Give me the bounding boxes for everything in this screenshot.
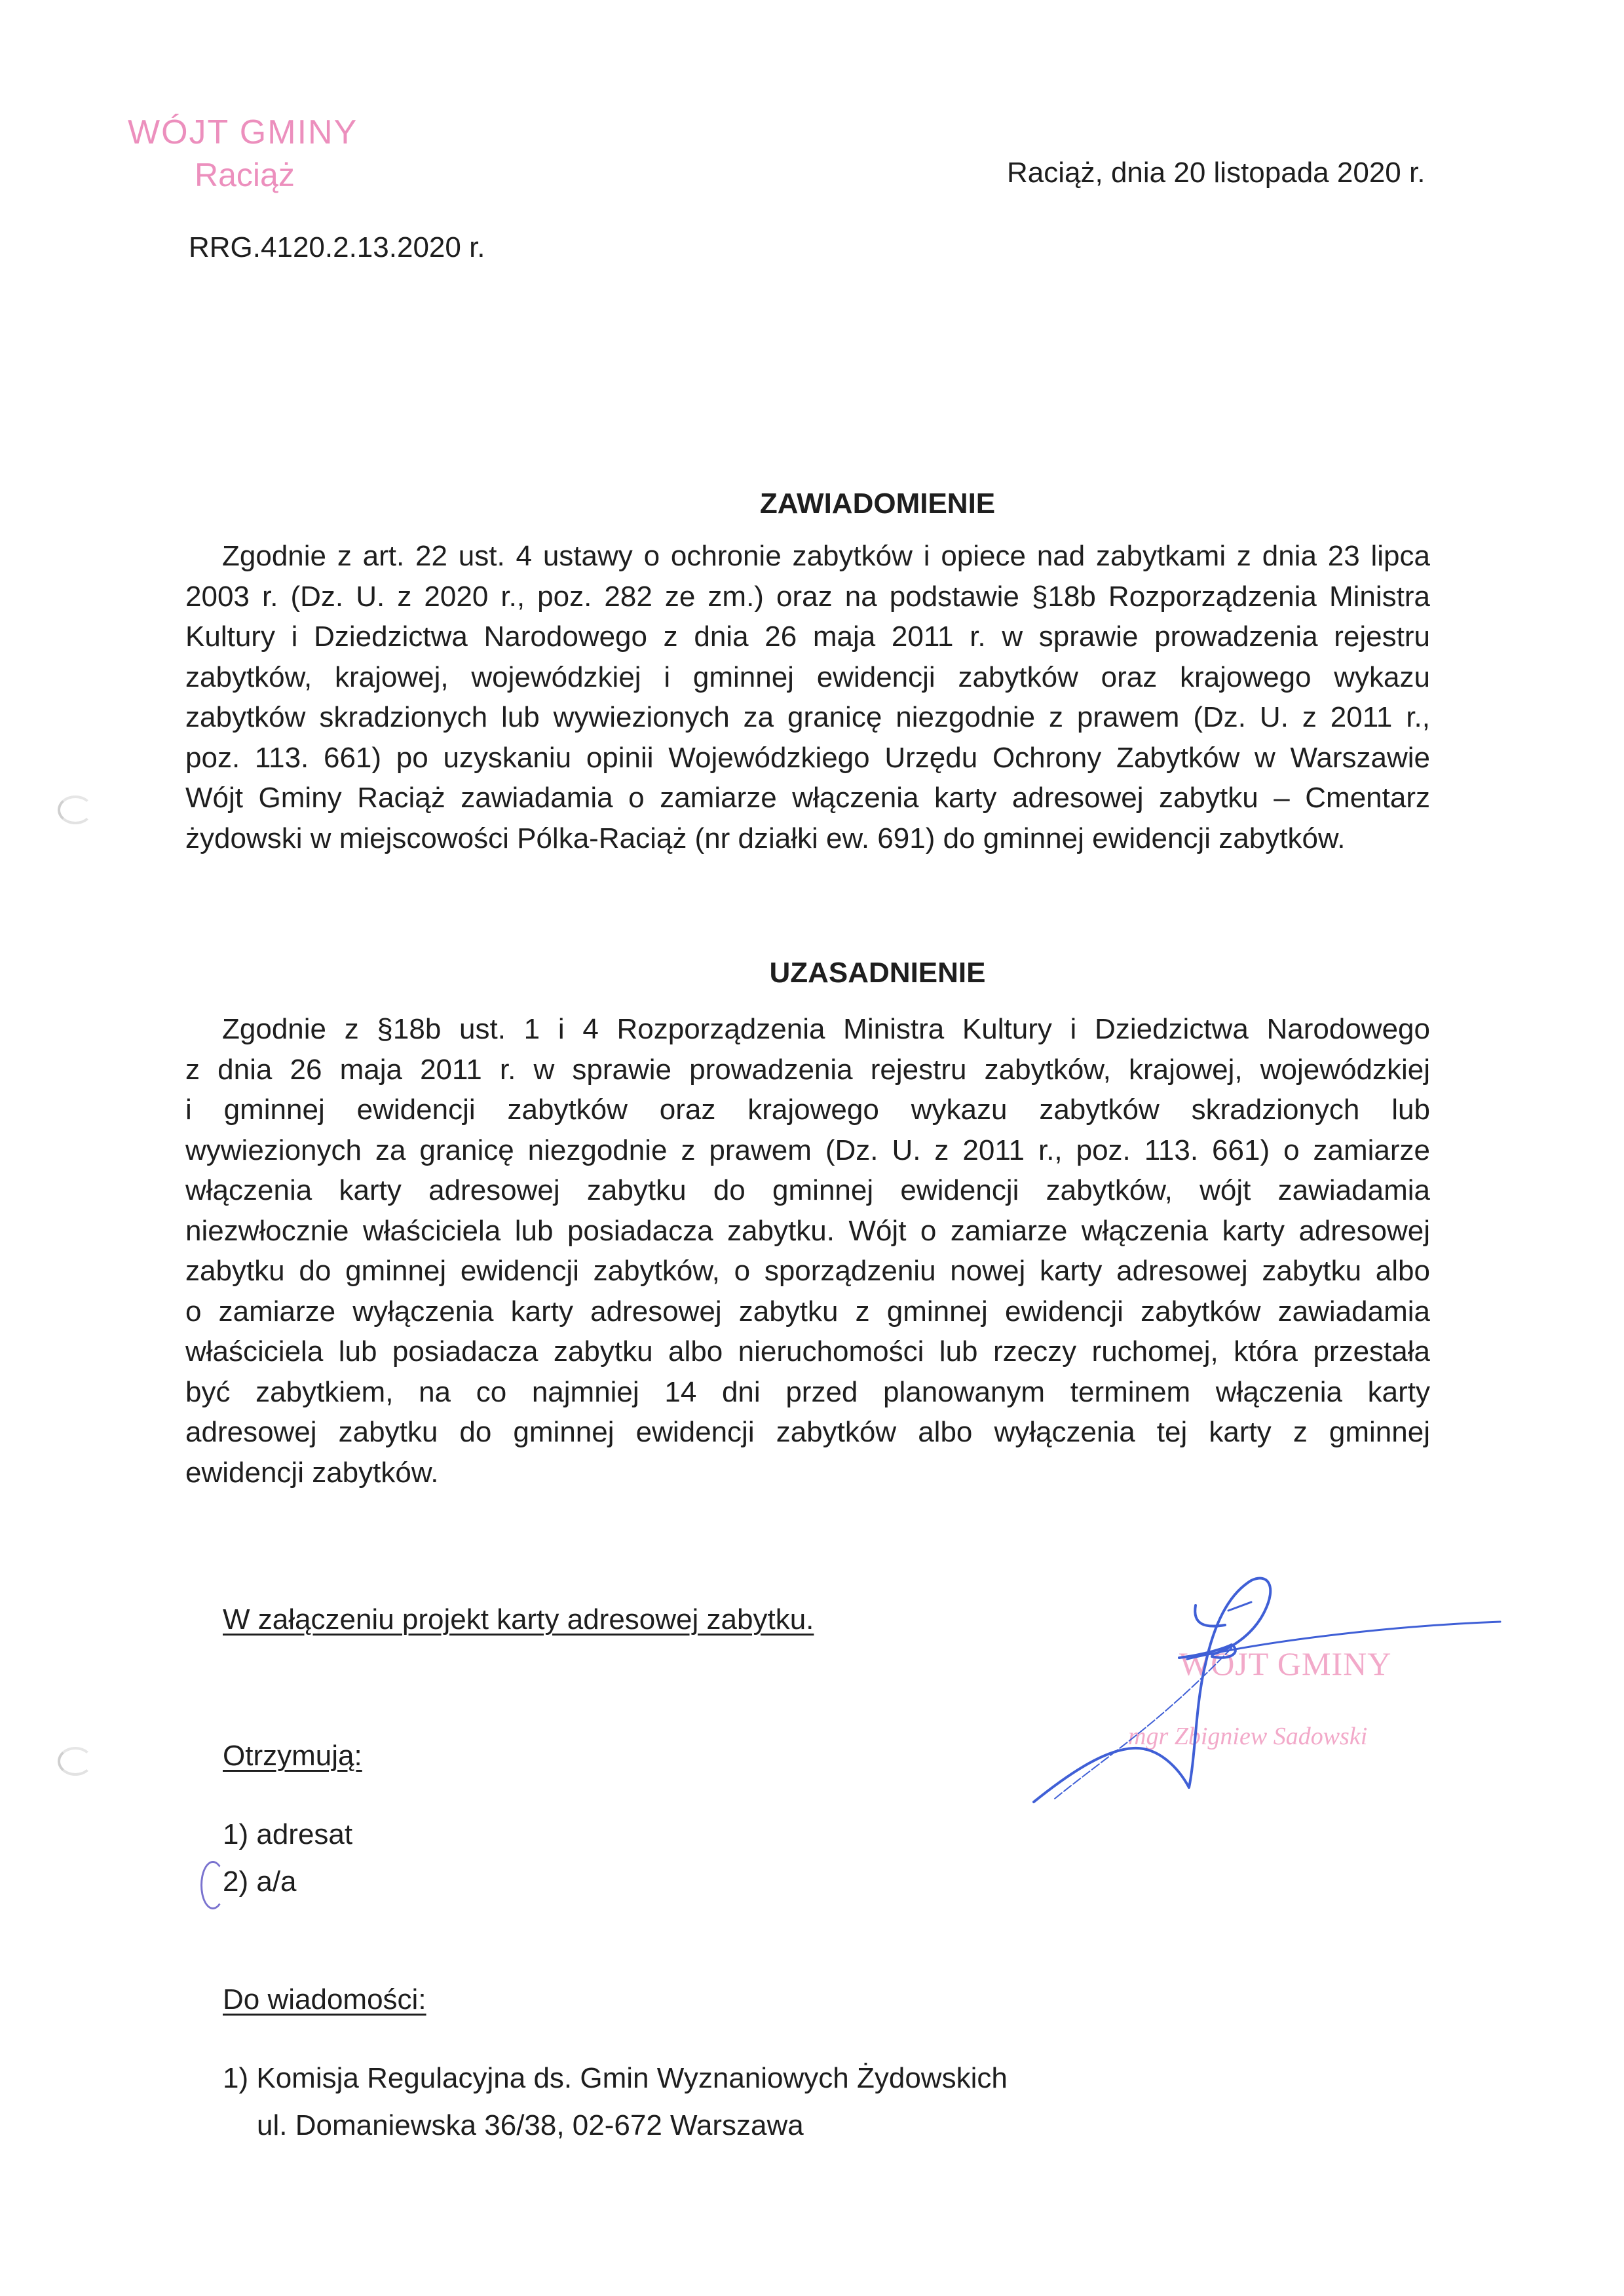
paragraph-line: zabytków skradzionych lub wywiezionych za granicę niezgodnie z prawem (Dz. U. z 2011 r., <box>185 701 1430 733</box>
for-information-item: 1) Komisja Regulacyjna ds. Gmin Wyznaniowych Żydowskich <box>223 2062 1008 2094</box>
paragraph-line: Zgodnie z art. 22 ust. 4 ustawy o ochronie zabytków i opiece nad zabytkami z dnia 23 lipca <box>222 540 1430 572</box>
paragraph-line: być zabytkiem, na co najmniej 14 dni przed planowanym terminem włączenia karty <box>185 1375 1430 1408</box>
for-information-heading: Do wiadomości: <box>223 1983 426 2016</box>
punch-hole-mark <box>58 1747 93 1776</box>
paragraph-line: o zamiarze wyłączenia karty adresowej zabytku z gminnej ewidencji zabytków zawiadamia <box>185 1295 1430 1328</box>
handwritten-signature-icon <box>1015 1540 1539 1835</box>
punch-hole-mark <box>58 795 93 824</box>
stamp-title: WÓJT GMINY <box>128 113 358 151</box>
recipient-item: 2) a/a <box>223 1866 297 1898</box>
paragraph-line: Wójt Gminy Raciąż zawiadamia o zamiarze włączenia karty adresowej zabytku – Cmentarz <box>185 782 1430 814</box>
stamp-location: Raciąż <box>195 157 295 193</box>
paragraph-line: zabytku do gminnej ewidencji zabytków, o sporządzeniu nowej karty adresowej zabytku albo <box>185 1255 1430 1287</box>
handwritten-circle-mark <box>200 1861 225 1909</box>
notice-paragraph <box>185 536 1430 858</box>
paragraph-line: niezwłocznie właściciela lub posiadacza zabytku. Wójt o zamiarze włączenia karty adresowej <box>185 1214 1430 1247</box>
for-information-address: ul. Domaniewska 36/38, 02-672 Warszawa <box>257 2109 804 2141</box>
paragraph-line: i gminnej ewidencji zabytków oraz krajowego wykazu zabytków skradzionych lub <box>185 1094 1430 1126</box>
paragraph-line: adresowej zabytku do gminnej ewidencji zabytków albo wyłączenia tej karty z gminnej <box>185 1416 1430 1448</box>
paragraph-line: poz. 113. 661) po uzyskaniu opinii Wojewódzkiego Urzędu Ochrony Zabytków w Warszawie <box>185 741 1430 774</box>
reference-number: RRG.4120.2.13.2020 r. <box>189 231 485 263</box>
notice-heading: ZAWIADOMIENIE <box>759 488 996 520</box>
paragraph-line: 2003 r. (Dz. U. z 2020 r., poz. 282 ze zm.) oraz na podstawie §18b Rozporządzenia Ministra <box>185 580 1430 613</box>
recipient-item: 1) adresat <box>223 1818 353 1850</box>
recipients-heading: Otrzymują: <box>223 1740 362 1772</box>
paragraph-line: włączenia karty adresowej zabytku do gminnej ewidencji zabytków, wójt zawiadamia <box>185 1174 1430 1206</box>
paragraph-line: właściciela lub posiadacza zabytku albo nieruchomości lub rzeczy ruchomej, która przestała <box>185 1335 1430 1368</box>
attachment-note: W załączeniu projekt karty adresowej zabytku. <box>223 1603 814 1636</box>
paragraph-line: Kultury i Dziedzictwa Narodowego z dnia 26 maja 2011 r. w sprawie prowadzenia rejestru <box>185 621 1430 653</box>
office-stamp <box>128 113 358 194</box>
paragraph-line: Zgodnie z §18b ust. 1 i 4 Rozporządzenia Ministra Kultury i Dziedzictwa Narodowego <box>222 1013 1430 1045</box>
paragraph-line: ewidencji zabytków. <box>185 1456 439 1489</box>
paragraph-line: żydowski w miejscowości Pólka-Raciąż (nr działki ew. 691) do gminnej ewidencji zabytków. <box>185 822 1346 854</box>
justification-paragraph <box>185 1009 1430 1493</box>
signature-stamp-title: WÓJT GMINY <box>1179 1645 1392 1682</box>
paragraph-line: wywiezionych za granicę niezgodnie z prawem (Dz. U. z 2011 r., poz. 113. 661) o zamiarze <box>185 1134 1430 1166</box>
paragraph-line: z dnia 26 maja 2011 r. w sprawie prowadzenia rejestru zabytków, krajowej, wojewódzkiej <box>185 1053 1430 1086</box>
place-and-date: Raciąż, dnia 20 listopada 2020 r. <box>1007 157 1426 189</box>
paragraph-line: zabytków, krajowej, wojewódzkiej i gminnej ewidencji zabytków oraz krajowego wykazu <box>185 660 1430 693</box>
signature-stamp-name: mgr Zbigniew Sadowski <box>1128 1723 1368 1750</box>
justification-heading: UZASADNIENIE <box>769 957 986 989</box>
